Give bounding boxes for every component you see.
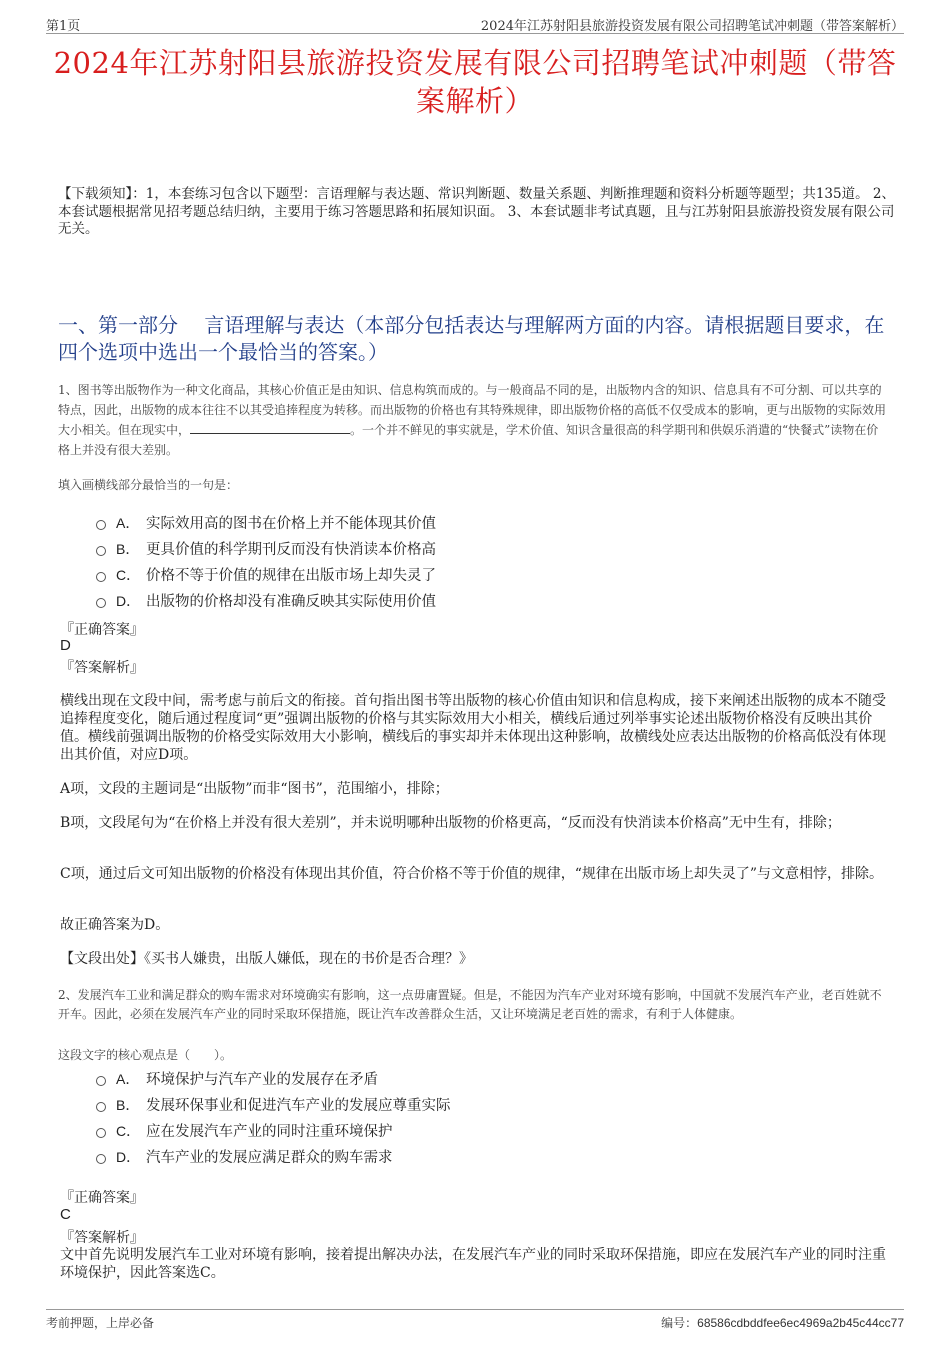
footer-code-value: 68586cdbddfee6ec4969a2b45c44cc77 [697, 1316, 904, 1330]
question-2-option-b[interactable] [96, 1094, 451, 1115]
question-1-answer: D [60, 637, 71, 654]
radio-icon[interactable] [96, 546, 106, 556]
header-doc-title: 2024年江苏射阳县旅游投资发展有限公司招聘笔试冲刺题（带答案解析） [480, 19, 904, 34]
footer-slogan: 考前押题，上岸必备 [46, 1316, 155, 1330]
radio-icon[interactable] [96, 1076, 106, 1086]
question-2-option-c[interactable] [96, 1120, 393, 1141]
option-text: 环境保护与汽车产业的发展存在矛盾 [146, 1072, 378, 1088]
question-1-answer-label: 『正确答案』 [60, 622, 144, 638]
question-1-analysis-label: 『答案解析』 [60, 660, 144, 676]
option-text: 出版物的价格却没有准确反映其实际使用价值 [146, 594, 436, 610]
option-letter: C． [116, 1122, 141, 1139]
download-notice: 【下载须知】：1，本套练习包含以下题型：言语理解与表达题、常识判断题、数量关系题、判断推理题和资料分析题等题型；共135道。 2、本套试题根据常见招考题总结归纳，主要用于练习答题思路和拓展知识面。 3、本套试题非考试真题，且与江苏射阳县旅游投资发展有限公司无关。 [58, 186, 895, 237]
footer-code [661, 1314, 904, 1331]
option-text: 汽车产业的发展应满足群众的购车需求 [146, 1150, 393, 1166]
option-letter: B． [116, 1096, 140, 1113]
question-2-prompt: 这段文字的核心观点是（ ）。 [58, 1048, 233, 1062]
option-text: 实际效用高的图书在价格上并不能体现其价值 [146, 516, 436, 532]
question-1-text-before: 1、图书等出版物作为一种文化商品，其核心价值正是由知识、信息构筑而成的。与一般商品不同的是，出版物内含的知识、信息具有不可分割、可以共享的特点，因此，出版物的成本往往不以其受追捧程度为转移。而出版物的价格也有其特殊规律，即出版物价格的高低不仅受成本的影响，更与出版物的实际效用大小相关。但在现实中， [58, 383, 887, 437]
header-divider [46, 33, 904, 34]
question-1-analysis-a: A项，文段的主题词是“出版物”而非“图书”，范围缩小，排除； [60, 781, 449, 797]
radio-icon[interactable] [96, 572, 106, 582]
footer-divider [46, 1309, 904, 1310]
question-1-text [58, 380, 890, 460]
radio-icon[interactable] [96, 1128, 106, 1138]
page-number: 第1页 [46, 19, 81, 34]
option-letter: D． [116, 1148, 141, 1165]
radio-icon[interactable] [96, 520, 106, 530]
option-letter: D． [116, 592, 141, 609]
page-title: 2024年江苏射阳县旅游投资发展有限公司招聘笔试冲刺题（带答案解析） [53, 46, 897, 118]
option-text: 更具价值的科学期刊反而没有快消读本价格高 [146, 542, 436, 558]
option-letter: B． [116, 540, 140, 557]
question-1-option-d[interactable] [96, 590, 436, 611]
radio-icon[interactable] [96, 1154, 106, 1164]
question-1-text-after: 。一个并不鲜见的事实就是，学术价值、知识含量很高的科学期刊和供娱乐消遣的“快餐式”读物在价格上并没有很大差别。 [58, 423, 879, 457]
question-2-analysis: 文中首先说明发展汽车工业对环境有影响，接着提出解决办法，在发展汽车产业的同时采取环保措施，即应在发展汽车产业的同时注重环境保护，因此答案选C。 [60, 1247, 886, 1281]
option-text: 价格不等于价值的规律在出版市场上却失灵了 [146, 568, 436, 584]
section-heading: 一、第一部分 言语理解与表达（本部分包括表达与理解两方面的内容。请根据题目要求，在四个选项中选出一个最恰当的答案。） [58, 313, 885, 364]
question-2-option-a[interactable] [96, 1068, 378, 1089]
option-letter: C． [116, 566, 141, 583]
option-letter: A． [116, 514, 140, 531]
question-2-answer-label: 『正确答案』 [60, 1190, 144, 1206]
radio-icon[interactable] [96, 1102, 106, 1112]
question-1-analysis-b: B项，文段尾句为“在价格上并没有很大差别”，并未说明哪种出版物的价格更高，“反而没有快消读本价格高”无中生有，排除； [60, 815, 841, 831]
radio-icon[interactable] [96, 598, 106, 608]
fill-blank-line [190, 423, 350, 434]
question-1-option-b[interactable] [96, 538, 436, 559]
question-1-option-a[interactable] [96, 512, 436, 533]
question-1-option-c[interactable] [96, 564, 436, 585]
question-1-analysis-main: 横线出现在文段中间，需考虑与前后文的衔接。首句指出图书等出版物的核心价值由知识和信息构成，接下来阐述出版物的成本不随受追捧程度变化，随后通过程度词“更”强调出版物的价格与其实际效用大小相关，横线后通过列举事实论述出版物价格没有反映出其价值。横线前强调出版物的价格受实际效用大小影响，横线后的事实却并未体现出这种影响，故横线处应表达出版物的价格高低没有体现出其价值，对应D项。 [60, 693, 886, 763]
footer-code-label: 编号： [661, 1316, 698, 1330]
question-1-prompt: 填入画横线部分最恰当的一句是： [58, 478, 239, 492]
question-1-source: 【文段出处】《买书人嫌贵，出版人嫌低，现在的书价是否合理？》 [60, 951, 473, 967]
option-text: 发展环保事业和促进汽车产业的发展应尊重实际 [146, 1098, 451, 1114]
option-text: 应在发展汽车产业的同时注重环境保护 [146, 1124, 393, 1140]
question-1-conclusion: 故正确答案为D。 [60, 917, 170, 933]
option-letter: A． [116, 1070, 140, 1087]
question-2-answer: C [60, 1206, 71, 1223]
question-2-analysis-label: 『答案解析』 [60, 1230, 144, 1246]
question-2-text: 2、发展汽车工业和满足群众的购车需求对环境确实有影响，这一点毋庸置疑。但是，不能因为汽车产业对环境有影响，中国就不发展汽车产业，老百姓就不开车。因此，必须在发展汽车产业的同时采取环保措施，既让汽车改善群众生活，又让环境满足老百姓的需求，有利于人体健康。 [58, 988, 882, 1021]
question-2-option-d[interactable] [96, 1146, 393, 1167]
question-1-analysis-c: C项，通过后文可知出版物的价格没有体现出其价值，符合价格不等于价值的规律，“规律在出版市场上却失灵了”与文意相悖，排除。 [60, 866, 884, 882]
